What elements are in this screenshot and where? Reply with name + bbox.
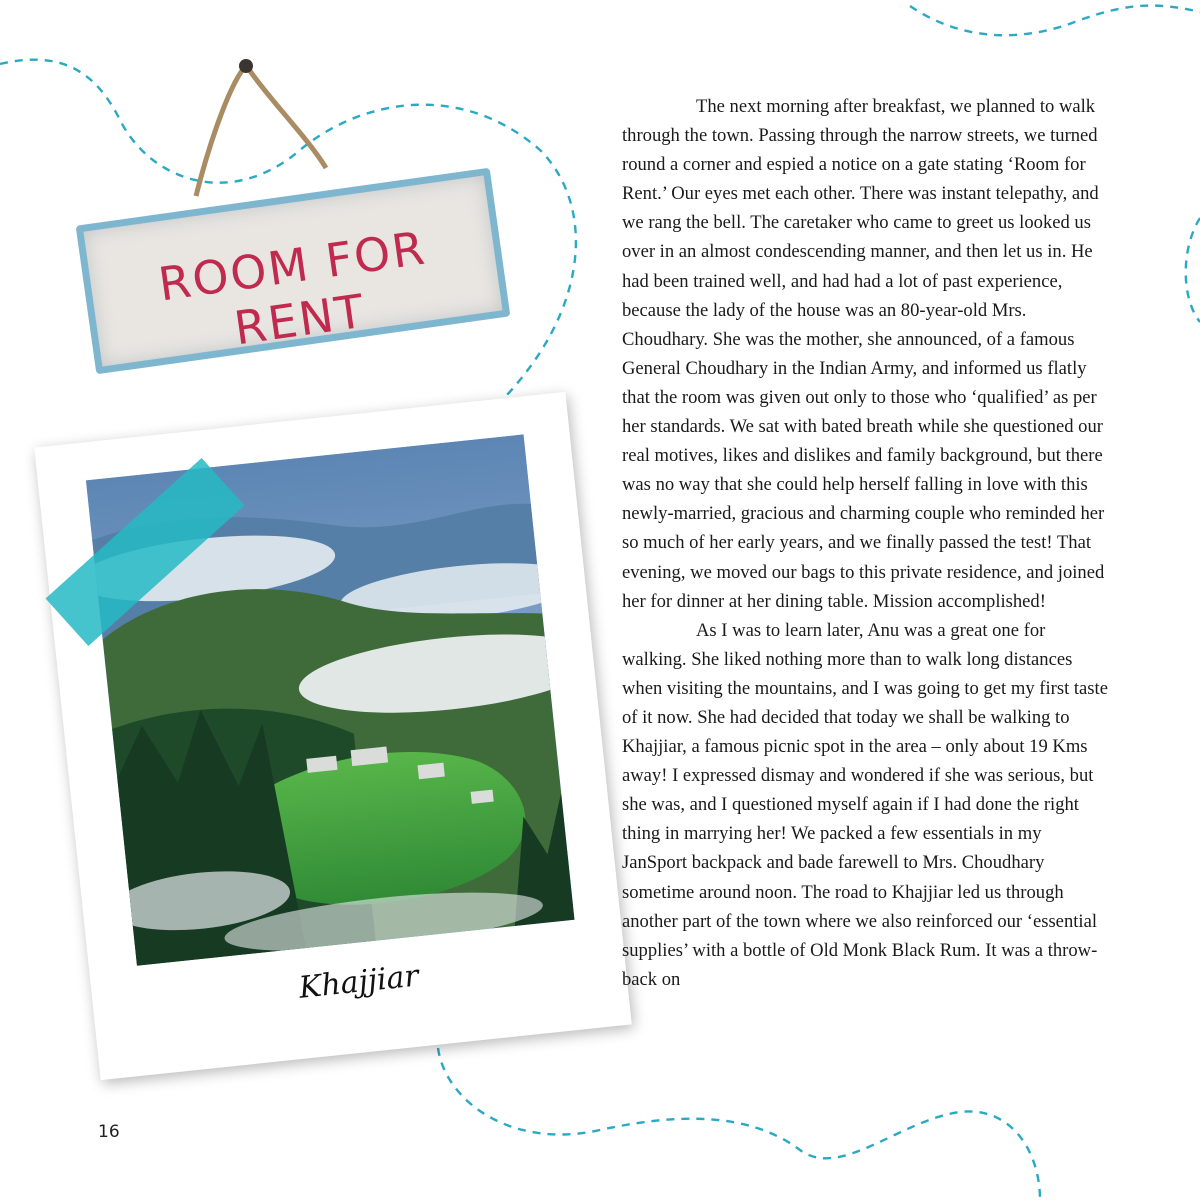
room-for-rent-sign [78, 48, 498, 368]
paragraph: As I was to learn later, Anu was a great one for walking. She liked nothing more than to walk long distances when visiting the mountains, and I was going to get my first taste of it now. She had decided that today we shall be walking to Khajjiar, a famous picnic spot in the area – only about 19 Kms away! I expressed dismay and wondered if she was serious, but she was, and I questioned myself again if I had done the right thing in marrying her! We packed a few essentials in my JanSport backpack and bade farewell to Mrs. Choudhary sometime around noon. The road to Khajjiar led us through another part of the town where we also reinforced our ‘essential supplies’ with a bottle of Old Monk Black Rum. It was a throw-back on [622, 619, 1108, 990]
sign-text: ROOM FOR RENT [155, 220, 430, 356]
page-number: 16 [98, 1122, 120, 1142]
photo-caption: Khajjiar [297, 958, 421, 1006]
polaroid-photo [34, 392, 632, 1080]
paragraph: The next morning after breakfast, we planned to walk through the town. Passing through the narrow streets, we turned round a corner and espied a notice on a gate stating ‘Room for Rent.’ Our eyes met each other. There was instant telepathy, and we rang the bell. The caretaker who came to greet us looked us over in an almost condescending manner, and then let us in. He had been trained well, and had had a lot of past experience, because the lady of the house was an 80-year-old Mrs. Choudhary. She was the mother, she announced, of a famous General Choudhary in the Indian Army, and informed us flatly that the room was given out only to those who ‘qualified’ as per her standards. We sat with bated breath while she questioned our real motives, likes and dislikes and family background, but there was no way that she could help herself falling in love with this newly-married, gracious and charming couple who reminded her so much of her early years, and we finally passed the test! That evening, we moved our bags to this private residence, and joined her for dinner at her dining table. Mission accomplished! [622, 96, 1105, 612]
nail-icon [239, 59, 253, 73]
body-text [622, 92, 1108, 994]
